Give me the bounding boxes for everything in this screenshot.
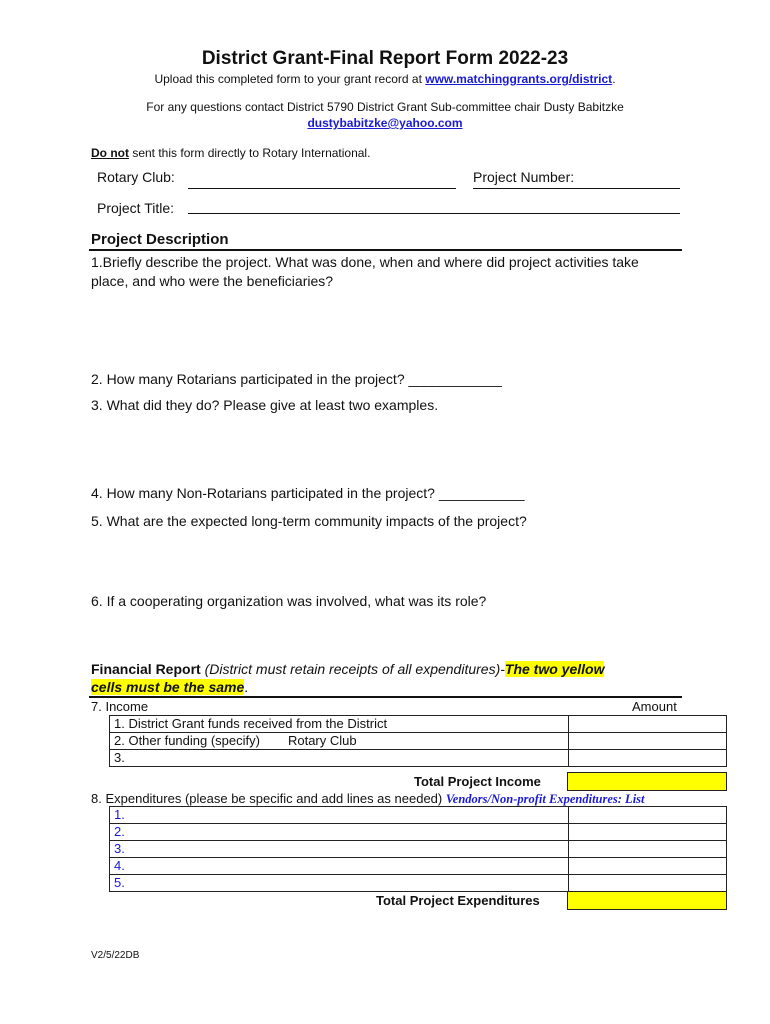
project-title-label: Project Title: (97, 200, 175, 216)
total-expenditures-cell[interactable] (567, 891, 727, 910)
question-6: 6. If a cooperating organization was involved, what was its role? (91, 593, 487, 609)
question-1-line-1: 1.Briefly describe the project. What was done, when and where did project activities take (91, 254, 639, 270)
expenditure-row-label: 3. (110, 841, 569, 858)
upload-end: . (612, 72, 616, 86)
other-funding-value: Rotary Club (287, 733, 357, 748)
income-label: 7. Income (91, 699, 149, 714)
income-row-label: 2. Other funding (specify) Rotary Club (110, 733, 569, 750)
total-expenditures-label: Total Project Expenditures (376, 893, 540, 908)
expenditures-note: Vendors/Non-profit Expenditures: List (445, 792, 645, 806)
version-footer: V2/5/22DB (91, 950, 140, 961)
yellow-period: . (244, 679, 249, 695)
project-title-input[interactable] (188, 213, 680, 214)
expenditures-table (109, 806, 727, 892)
income-row (110, 750, 727, 767)
financial-divider (89, 696, 682, 698)
question-1-line-2: place, and who were the beneficiaries? (91, 273, 334, 289)
income-row-label: 3. (110, 750, 569, 767)
expenditure-amount-cell[interactable] (569, 875, 727, 892)
question-5: 5. What are the expected long-term community impacts of the project? (91, 513, 527, 529)
expenditure-amount-cell[interactable] (569, 807, 727, 824)
question-2: 2. How many Rotarians participated in the project? ____________ (91, 371, 502, 387)
expenditure-amount-cell[interactable] (569, 841, 727, 858)
income-row-label: 1. District Grant funds received from the District (110, 716, 569, 733)
income-row (110, 716, 727, 733)
section-divider (89, 249, 682, 251)
total-income-label: Total Project Income (414, 774, 541, 789)
expenditure-row (110, 875, 727, 892)
question-4: 4. How many Non-Rotarians participated in the project? ___________ (91, 485, 525, 501)
yellow-cells-note-2: cells must be the same (91, 679, 245, 695)
expenditure-row-label: 5. (110, 875, 569, 892)
income-amount-cell[interactable] (569, 733, 727, 750)
expenditure-row (110, 824, 727, 841)
rotary-club-label: Rotary Club: (97, 169, 175, 185)
total-income-cell[interactable] (567, 772, 727, 791)
upload-instructions (0, 72, 770, 86)
do-not-emphasis: Do not (91, 146, 129, 160)
contact-text: For any questions contact District 5790 District Grant Sub-committee chair Dusty Babitzke (146, 100, 624, 114)
yellow-cells-note-1: The two yellow (504, 661, 605, 677)
upload-link[interactable]: www.matchinggrants.org/district (425, 72, 613, 86)
do-not-send-note (91, 146, 370, 160)
expenditure-row (110, 807, 727, 824)
income-row (110, 733, 727, 750)
expenditure-row-label: 2. (110, 824, 569, 841)
expenditure-row (110, 858, 727, 875)
project-description-heading: Project Description (91, 231, 229, 248)
financial-heading-bold: Financial Report (91, 661, 201, 677)
amount-label: Amount (632, 699, 677, 714)
income-amount-cell[interactable] (569, 750, 727, 767)
expenditures-label: 8. Expenditures (please be specific and add lines as needed) (91, 791, 443, 806)
expenditure-amount-cell[interactable] (569, 824, 727, 841)
upload-text: Upload this completed form to your grant record at (154, 72, 422, 86)
financial-note: (District must retain receipts of all expenditures)- (200, 661, 505, 677)
page-title: District Grant-Final Report Form 2022-23 (201, 48, 569, 69)
expenditure-amount-cell[interactable] (569, 858, 727, 875)
expenditures-heading (91, 791, 645, 807)
expenditure-row (110, 841, 727, 858)
income-table (109, 715, 727, 767)
rotary-club-input[interactable] (188, 188, 456, 189)
expenditure-row-label: 1. (110, 807, 569, 824)
question-3: 3. What did they do? Please give at least two examples. (91, 397, 439, 413)
contact-email-link[interactable]: dustybabitzke@yahoo.com (307, 116, 463, 130)
do-not-rest: sent this form directly to Rotary International. (129, 146, 371, 160)
project-number-label: Project Number: (473, 169, 575, 185)
financial-report-heading (91, 660, 691, 696)
expenditure-row-label: 4. (110, 858, 569, 875)
income-amount-cell[interactable] (569, 716, 727, 733)
project-number-input[interactable] (473, 188, 680, 189)
